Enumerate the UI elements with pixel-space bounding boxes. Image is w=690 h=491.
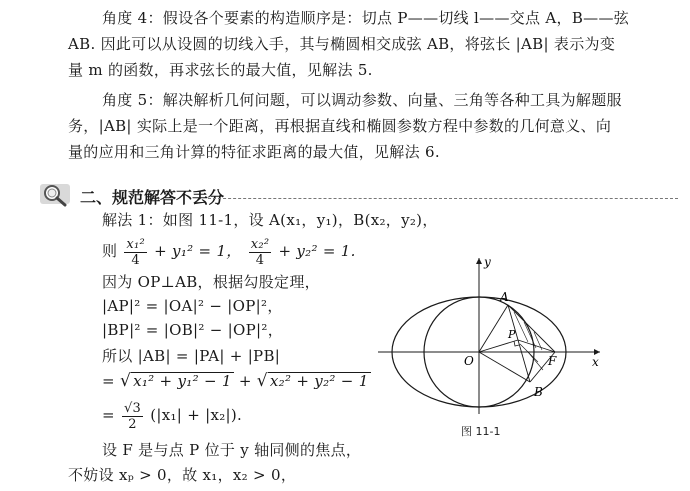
solution-line7 bbox=[102, 371, 371, 391]
fraction-x2-over-4 bbox=[249, 237, 272, 268]
label-F: F bbox=[548, 354, 557, 368]
segment-OA bbox=[479, 305, 508, 352]
paragraph-angle4-line1: 角度 4：假设各个要素的构造顺序是：切点 P——切线 l——交点 A，B——弦 bbox=[102, 9, 630, 27]
solution-line6: 所以 |AB| = |PA| + |PB| bbox=[102, 347, 281, 365]
solution-line9: 设 F 是与点 P 位于 y 轴同侧的焦点， bbox=[102, 441, 362, 459]
paragraph-angle4-line2: AB. 因此可以从设圆的切线入手，其与椭圆相交成弦 AB，将弦长 |AB| 表示为变 bbox=[68, 35, 616, 53]
fraction-denominator: 4 bbox=[131, 252, 140, 268]
label-A: A bbox=[500, 290, 509, 304]
figure-ellipse-diagram bbox=[378, 252, 610, 422]
equals-sign: = bbox=[102, 406, 115, 424]
hatch-4 bbox=[528, 352, 543, 370]
section-divider bbox=[208, 198, 678, 199]
sqrt-icon: √ bbox=[256, 371, 268, 391]
equals-sign: = bbox=[102, 372, 115, 390]
sqrt-term-2: x₂² + y₂² − 1 bbox=[269, 372, 369, 390]
label-B: B bbox=[534, 385, 543, 399]
text-then: 则 bbox=[102, 242, 118, 260]
solution-line2 bbox=[102, 234, 356, 268]
solution-line1: 解法 1：如图 11-1，设 A(x₁，y₁)，B(x₂，y₂)， bbox=[102, 211, 438, 229]
paragraph-angle5-line2: 务，|AB| 实际上是一个距离，再根据直线和椭圆参数方程中参数的几何意义、向 bbox=[68, 117, 612, 135]
fraction-numerator: x₂² bbox=[250, 236, 270, 252]
fraction-numerator: x₁² bbox=[126, 236, 146, 252]
plus-sign: + bbox=[238, 372, 252, 390]
fraction-sqrt3-over-2 bbox=[122, 401, 143, 432]
fraction-denominator: 4 bbox=[255, 252, 265, 268]
label-y: y bbox=[484, 255, 491, 269]
sqrt-icon: √ bbox=[119, 371, 132, 391]
solution-line3: 因为 OP⊥AB，根据勾股定理， bbox=[102, 273, 320, 291]
label-x: x bbox=[592, 355, 599, 369]
paragraph-angle5-line1: 角度 5：解决解析几何问题，可以调动参数、向量、三角等各种工具为解题服 bbox=[102, 91, 622, 109]
fraction-denominator: 2 bbox=[128, 416, 137, 432]
figure-caption: 图 11-1 bbox=[461, 425, 501, 438]
solution-line10: 不妨设 xₚ > 0，故 x₁，x₂ > 0， bbox=[68, 466, 297, 484]
section-title: 二、规范解答不丢分 bbox=[80, 188, 225, 207]
fraction-numerator: √3 bbox=[123, 400, 142, 416]
solution-line8 bbox=[102, 398, 242, 432]
magnifier-icon bbox=[38, 180, 74, 208]
solution-line5: |BP|² = |OB|² − |OP|²， bbox=[102, 321, 283, 339]
solution-line4: |AP|² = |OA|² − |OP|²， bbox=[102, 297, 283, 315]
paragraph-angle4-line3: 量 m 的函数，再求弦长的最大值，见解法 5. bbox=[68, 61, 373, 79]
equation-part2: + y₂² = 1. bbox=[278, 242, 356, 260]
fraction-x1-over-4 bbox=[124, 237, 147, 268]
label-P: P bbox=[508, 328, 516, 341]
abs-sum: (|x₁| + |x₂|). bbox=[150, 406, 243, 424]
equation-part1: + y₁² = 1， bbox=[154, 242, 242, 260]
label-O: O bbox=[464, 354, 474, 368]
sqrt-term-1: x₁² + y₁² − 1 bbox=[133, 372, 232, 390]
paragraph-angle5-line3: 量的应用和三角计算的特征求距离的最大值，见解法 6. bbox=[68, 143, 440, 161]
